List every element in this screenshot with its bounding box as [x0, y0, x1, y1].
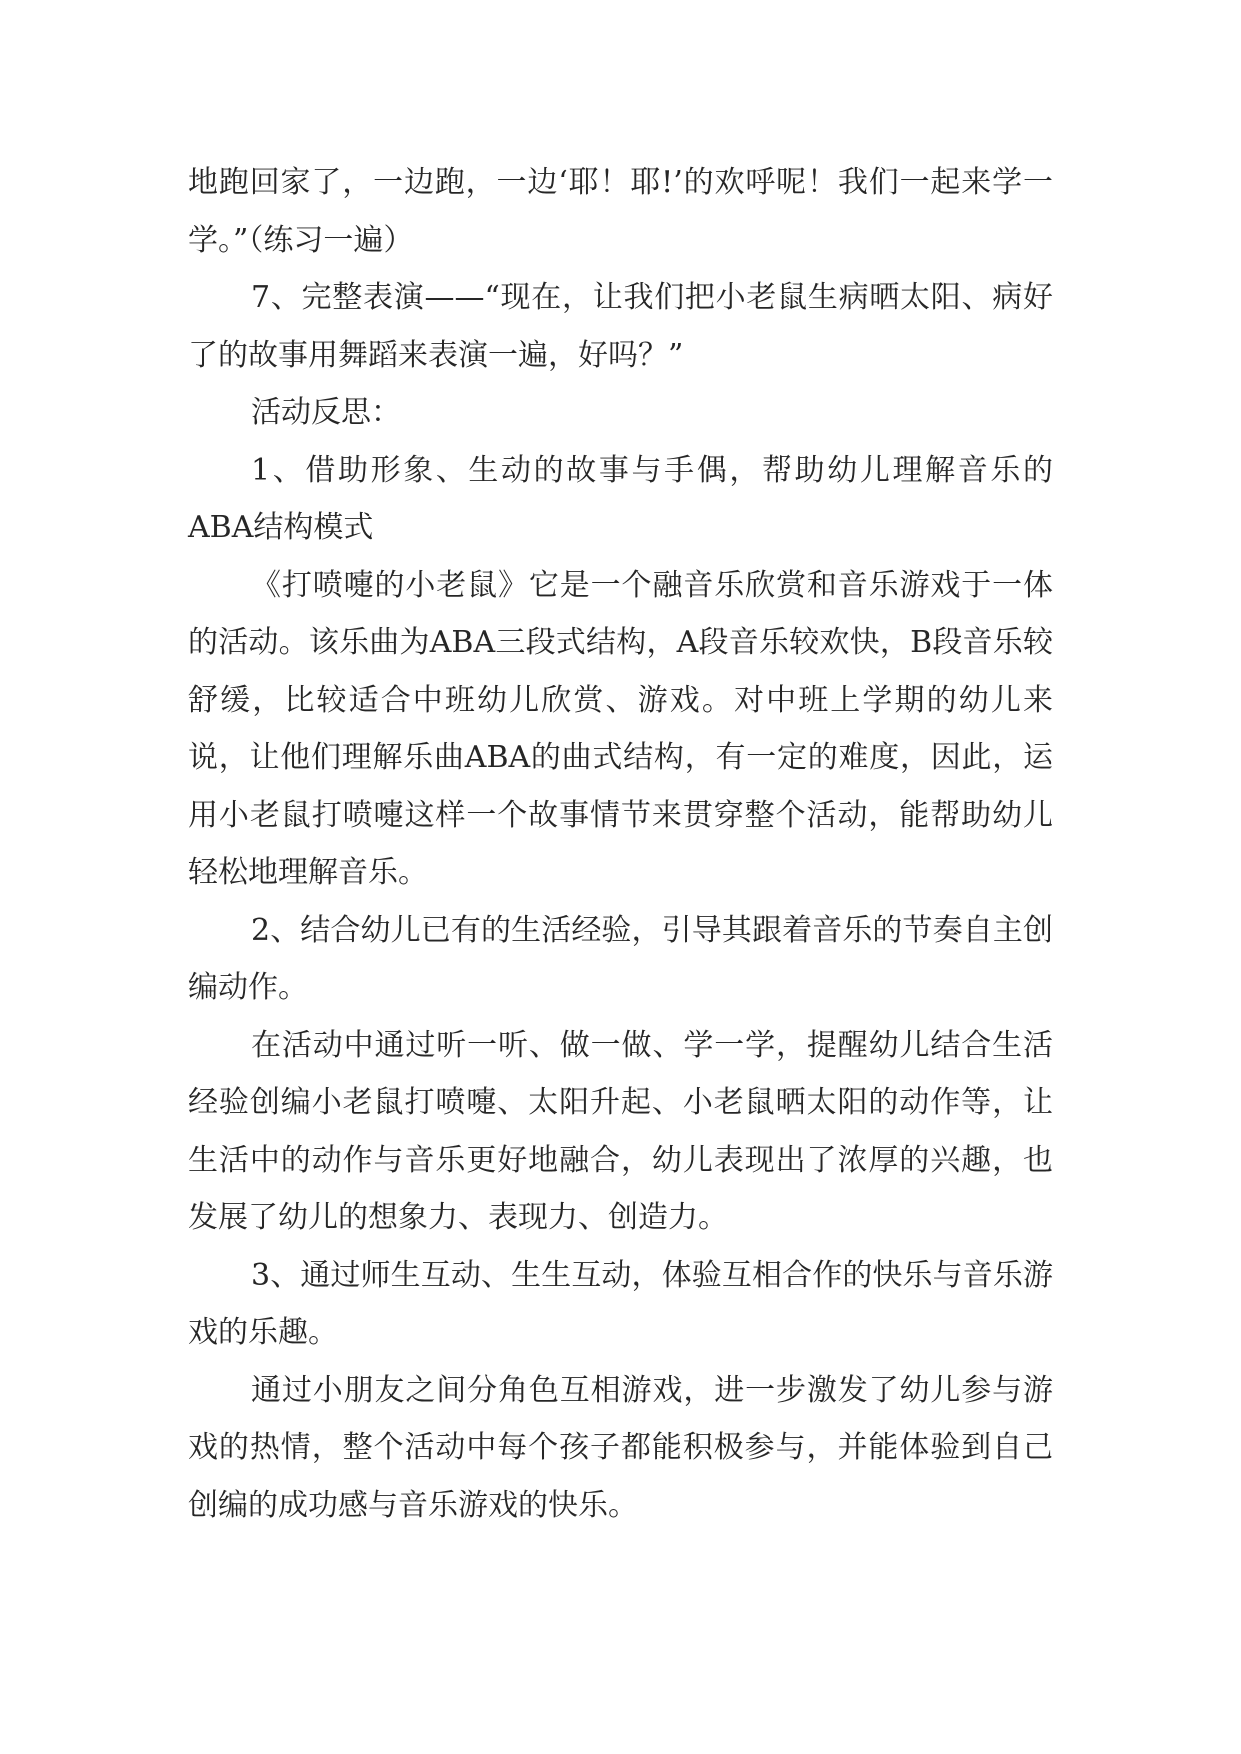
reflection-point-3-heading: 3、通过师生互动、生生互动，体验互相合作的快乐与音乐游戏的乐趣。 — [188, 1257, 1053, 1350]
paragraph-step-7-full-performance: 7、完整表演——“现在，让我们把小老鼠生病晒太阳、病好了的故事用舞蹈来表演一遍，好吗？” — [188, 280, 1053, 373]
reflection-point-3-body: 通过小朋友之间分角色互相游戏，进一步激发了幼儿参与游戏的热情，整个活动中每个孩子都能积极参与，并能体验到自己创编的成功感与音乐游戏的快乐。 — [188, 1372, 1053, 1523]
document-body — [188, 154, 1053, 1534]
reflection-point-1-heading: 1、借助形象、生动的故事与手偶，帮助幼儿理解音乐的ABA结构模式 — [188, 452, 1053, 545]
section-heading-activity-reflection: 活动反思： — [251, 395, 401, 430]
reflection-point-1-body: 《打喷嚏的小老鼠》它是一个融音乐欣赏和音乐游戏于一体的活动。该乐曲为ABA三段式结构，A段音乐较欢快，B段音乐较舒缓，比较适合中班幼儿欣赏、游戏。对中班上学期的幼儿来说，让他们理解乐曲ABA的曲式结构，有一定的难度，因此，运用小老鼠打喷嚏这样一个故事情节来贯穿整个活动，能帮助幼儿轻松地理解音乐。 — [188, 567, 1053, 890]
reflection-point-2-heading: 2、结合幼儿已有的生活经验，引导其跟着音乐的节奏自主创编动作。 — [188, 912, 1053, 1005]
paragraph-story-continuation: 地跑回家了，一边跑，一边‘耶！耶!’的欢呼呢！我们一起来学一学。”（练习一遍） — [188, 165, 1053, 258]
reflection-point-2-body: 在活动中通过听一听、做一做、学一学，提醒幼儿结合生活经验创编小老鼠打喷嚏、太阳升起、小老鼠晒太阳的动作等，让生活中的动作与音乐更好地融合，幼儿表现出了浓厚的兴趣，也发展了幼儿的想象力、表现力、创造力。 — [188, 1027, 1053, 1235]
